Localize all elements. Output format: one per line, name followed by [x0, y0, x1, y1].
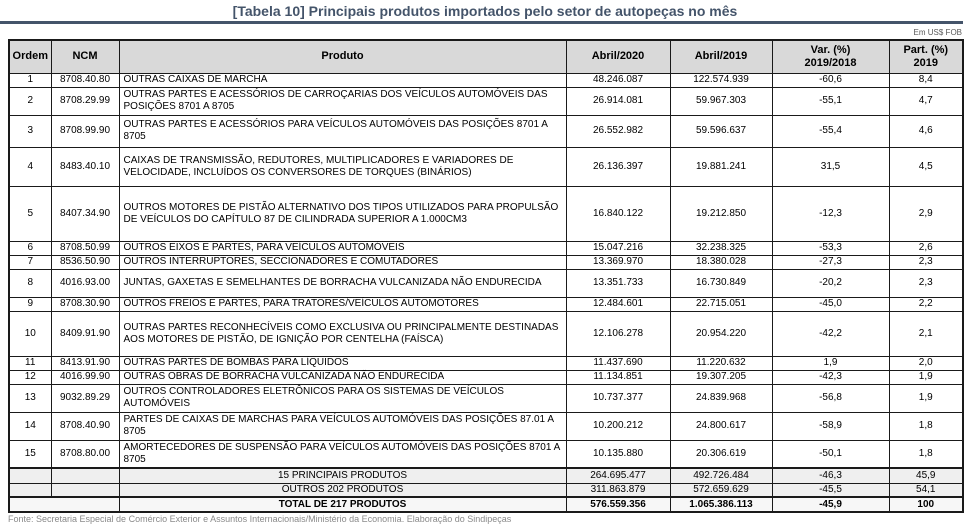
- summary-row: [9, 483, 963, 497]
- ncm-cell: 8708.80.00: [51, 440, 119, 468]
- var-cell: -45,9: [772, 497, 889, 512]
- produto-cell: JUNTAS, GAXETAS E SEMELHANTES DE BORRACHA VULCANIZADA NÃO ENDURECIDA: [119, 269, 566, 297]
- abril2019-cell: 572.659.629: [670, 483, 772, 497]
- table-row: [9, 255, 963, 269]
- ordem-cell: [9, 468, 51, 483]
- var-cell: -50,1: [772, 440, 889, 468]
- abril2020-cell: 10.737.377: [566, 384, 670, 412]
- abril2019-cell: 20.306.619: [670, 440, 772, 468]
- abril2020-cell: 10.200.212: [566, 412, 670, 440]
- summary-label-cell: 15 PRINCIPAIS PRODUTOS: [119, 468, 566, 483]
- abril2019-cell: 492.726.484: [670, 468, 772, 483]
- var-cell: -42,3: [772, 370, 889, 384]
- header-var-line2: 2019/2018: [804, 56, 857, 69]
- abril2019-cell: 22.715.051: [670, 297, 772, 311]
- ncm-cell: 4016.99.90: [51, 370, 119, 384]
- table-row: [9, 115, 963, 147]
- var-cell: -58,9: [772, 412, 889, 440]
- part-cell: 8,4: [889, 73, 963, 87]
- abril2020-cell: 26.552.982: [566, 115, 670, 147]
- ncm-cell: 8708.29.99: [51, 87, 119, 115]
- abril2020-cell: 13.369.970: [566, 255, 670, 269]
- table-row: [9, 269, 963, 297]
- produto-cell: OUTROS CONTROLADORES ELETRÔNICOS PARA OS SISTEMAS DE VEÍCULOS AUTOMÓVEIS: [119, 384, 566, 412]
- var-cell: -60,6: [772, 73, 889, 87]
- part-cell: 2,1: [889, 311, 963, 356]
- abril2020-cell: 311.863.879: [566, 483, 670, 497]
- header-abril-2020: Abril/2020: [566, 40, 670, 73]
- header-row: [9, 40, 963, 73]
- title-rule: [0, 21, 963, 24]
- var-cell: 1,9: [772, 356, 889, 370]
- abril2020-cell: 12.484.601: [566, 297, 670, 311]
- var-cell: -27,3: [772, 255, 889, 269]
- ordem-cell: 1: [9, 73, 51, 87]
- imports-table: [8, 39, 964, 513]
- table-row: [9, 186, 963, 241]
- ordem-cell: 10: [9, 311, 51, 356]
- abril2019-cell: 59.596.637: [670, 115, 772, 147]
- part-cell: 100: [889, 497, 963, 512]
- ordem-cell: 11: [9, 356, 51, 370]
- var-cell: -55,1: [772, 87, 889, 115]
- produto-cell: OUTRAS CAIXAS DE MARCHA: [119, 73, 566, 87]
- produto-cell: OUTRAS OBRAS DE BORRACHA VULCANIZADA NÃO ENDURECIDA: [119, 370, 566, 384]
- var-cell: -12,3: [772, 186, 889, 241]
- header-part-line1: Part. (%): [903, 43, 949, 56]
- produto-cell: PARTES DE CAIXAS DE MARCHAS PARA VEÍCULOS AUTOMÓVEIS DAS POSIÇÕES 87.01 A 8705: [119, 412, 566, 440]
- var-cell: -45,0: [772, 297, 889, 311]
- ordem-cell: 6: [9, 241, 51, 255]
- total-row: [9, 497, 963, 512]
- ordem-cell: 5: [9, 186, 51, 241]
- header-produto: Produto: [119, 40, 566, 73]
- part-cell: 4,5: [889, 147, 963, 186]
- abril2020-cell: 12.106.278: [566, 311, 670, 356]
- page-title: [Tabela 10] Principais produtos importados pelo setor de autopeças no mês: [232, 3, 738, 19]
- table-row: [9, 73, 963, 87]
- ncm-cell: 8708.99.90: [51, 115, 119, 147]
- var-cell: -20,2: [772, 269, 889, 297]
- part-cell: 2,0: [889, 356, 963, 370]
- ncm-cell: [51, 468, 119, 483]
- ncm-cell: 8708.50.99: [51, 241, 119, 255]
- ncm-cell: 8708.40.80: [51, 73, 119, 87]
- part-cell: 2,3: [889, 255, 963, 269]
- abril2020-cell: 10.135.880: [566, 440, 670, 468]
- abril2019-cell: 59.967.303: [670, 87, 772, 115]
- table-row: [9, 370, 963, 384]
- ncm-cell: 8708.40.90: [51, 412, 119, 440]
- abril2020-cell: 576.559.356: [566, 497, 670, 512]
- part-cell: 1,8: [889, 412, 963, 440]
- abril2019-cell: 20.954.220: [670, 311, 772, 356]
- abril2019-cell: 18.380.028: [670, 255, 772, 269]
- produto-cell: OUTRAS PARTES RECONHECÍVEIS COMO EXCLUSIVA OU PRINCIPALMENTE DESTINADAS AOS MOTORES DE PISTÃO, DE IGNIÇÃO POR CENTELHA (FAÍSCA): [119, 311, 566, 356]
- ncm-cell: 8409.91.90: [51, 311, 119, 356]
- var-cell: -53,3: [772, 241, 889, 255]
- abril2019-cell: 19.307.205: [670, 370, 772, 384]
- abril2019-cell: 16.730.849: [670, 269, 772, 297]
- table-row: [9, 297, 963, 311]
- ncm-cell: 8708.30.90: [51, 297, 119, 311]
- ordem-cell: 15: [9, 440, 51, 468]
- table-row: [9, 440, 963, 468]
- table-header: [9, 40, 963, 73]
- summary-row: [9, 468, 963, 483]
- abril2019-cell: 19.881.241: [670, 147, 772, 186]
- ordem-cell: [9, 483, 51, 497]
- total-blank-cell: [9, 497, 119, 512]
- part-cell: 54,1: [889, 483, 963, 497]
- table-row: [9, 356, 963, 370]
- abril2019-cell: 19.212.850: [670, 186, 772, 241]
- ordem-cell: 13: [9, 384, 51, 412]
- var-cell: 31,5: [772, 147, 889, 186]
- ordem-cell: 14: [9, 412, 51, 440]
- table-row: [9, 412, 963, 440]
- header-part: [889, 40, 963, 73]
- abril2020-cell: 15.047.216: [566, 241, 670, 255]
- table-row: [9, 241, 963, 255]
- source-note: Fonte: Secretaria Especial de Comércio Exterior e Assuntos Internacionais/Ministério da Economia. Elaboração do Sindipeças: [8, 514, 512, 524]
- abril2019-cell: 32.238.325: [670, 241, 772, 255]
- part-cell: 1,9: [889, 384, 963, 412]
- ordem-cell: 8: [9, 269, 51, 297]
- produto-cell: OUTROS EIXOS E PARTES, PARA VEÍCULOS AUTOMÓVEIS: [119, 241, 566, 255]
- part-cell: 45,9: [889, 468, 963, 483]
- ncm-cell: 8407.34.90: [51, 186, 119, 241]
- var-cell: -56,8: [772, 384, 889, 412]
- abril2020-cell: 48.246.087: [566, 73, 670, 87]
- produto-cell: CAIXAS DE TRANSMISSÃO, REDUTORES, MULTIPLICADORES E VARIADORES DE VELOCIDADE, INCLUÍDOS OS CONVERSORES DE TORQUES (BINÁRIOS): [119, 147, 566, 186]
- var-cell: -55,4: [772, 115, 889, 147]
- produto-cell: OUTRAS PARTES E ACESSÓRIOS DE CARROÇARIAS DOS VEÍCULOS AUTOMÓVEIS DAS POSIÇÕES 8701 A 8705: [119, 87, 566, 115]
- unit-note: Em US$ FOB: [913, 28, 962, 37]
- table-row: [9, 87, 963, 115]
- abril2020-cell: 26.136.397: [566, 147, 670, 186]
- table-row: [9, 384, 963, 412]
- produto-cell: OUTROS FREIOS E PARTES, PARA TRATORES/VEÍCULOS AUTOMOTORES: [119, 297, 566, 311]
- ordem-cell: 4: [9, 147, 51, 186]
- ncm-cell: [51, 483, 119, 497]
- abril2020-cell: 16.840.122: [566, 186, 670, 241]
- table-body: [9, 73, 963, 512]
- header-part-line2: 2019: [913, 56, 938, 69]
- abril2020-cell: 26.914.081: [566, 87, 670, 115]
- var-cell: -46,3: [772, 468, 889, 483]
- ncm-cell: 8413.91.90: [51, 356, 119, 370]
- ncm-cell: 4016.93.00: [51, 269, 119, 297]
- ordem-cell: 9: [9, 297, 51, 311]
- produto-cell: OUTRAS PARTES E ACESSÓRIOS PARA VEÍCULOS AUTOMÓVEIS DAS POSIÇÕES 8701 A 8705: [119, 115, 566, 147]
- abril2019-cell: 122.574.939: [670, 73, 772, 87]
- abril2020-cell: 264.695.477: [566, 468, 670, 483]
- produto-cell: OUTROS INTERRUPTORES, SECCIONADORES E COMUTADORES: [119, 255, 566, 269]
- part-cell: 2,2: [889, 297, 963, 311]
- ordem-cell: 3: [9, 115, 51, 147]
- abril2019-cell: 1.065.386.113: [670, 497, 772, 512]
- ncm-cell: 8536.50.90: [51, 255, 119, 269]
- header-var-line1: Var. (%): [810, 43, 851, 56]
- ncm-cell: 8483.40.10: [51, 147, 119, 186]
- var-cell: -42,2: [772, 311, 889, 356]
- ordem-cell: 2: [9, 87, 51, 115]
- header-ordem: Ordem: [9, 40, 51, 73]
- part-cell: 2,9: [889, 186, 963, 241]
- part-cell: 2,3: [889, 269, 963, 297]
- summary-label-cell: OUTROS 202 PRODUTOS: [119, 483, 566, 497]
- table-row: [9, 147, 963, 186]
- ordem-cell: 12: [9, 370, 51, 384]
- var-cell: -45,5: [772, 483, 889, 497]
- abril2020-cell: 13.351.733: [566, 269, 670, 297]
- produto-cell: OUTROS MOTORES DE PISTÃO ALTERNATIVO DOS TIPOS UTILIZADOS PARA PROPULSÃO DE VEÍCULOS DO CAPÍTULO 87 DE CILINDRADA SUPERIOR A 1.000CM3: [119, 186, 566, 241]
- part-cell: 4,6: [889, 115, 963, 147]
- abril2020-cell: 11.134.851: [566, 370, 670, 384]
- abril2019-cell: 11.220.632: [670, 356, 772, 370]
- header-abril-2019: Abril/2019: [670, 40, 772, 73]
- part-cell: 4,7: [889, 87, 963, 115]
- header-ncm: NCM: [51, 40, 119, 73]
- total-label-cell: TOTAL DE 217 PRODUTOS: [119, 497, 566, 512]
- ordem-cell: 7: [9, 255, 51, 269]
- abril2019-cell: 24.839.968: [670, 384, 772, 412]
- abril2019-cell: 24.800.617: [670, 412, 772, 440]
- produto-cell: AMORTECEDORES DE SUSPENSÃO PARA VEÍCULOS AUTOMÓVEIS DAS POSIÇÕES 8701 A 8705: [119, 440, 566, 468]
- table-row: [9, 311, 963, 356]
- header-var: [772, 40, 889, 73]
- part-cell: 2,6: [889, 241, 963, 255]
- ncm-cell: 9032.89.29: [51, 384, 119, 412]
- part-cell: 1,8: [889, 440, 963, 468]
- part-cell: 1,9: [889, 370, 963, 384]
- produto-cell: OUTRAS PARTES DE BOMBAS PARA LÍQUIDOS: [119, 356, 566, 370]
- abril2020-cell: 11.437.690: [566, 356, 670, 370]
